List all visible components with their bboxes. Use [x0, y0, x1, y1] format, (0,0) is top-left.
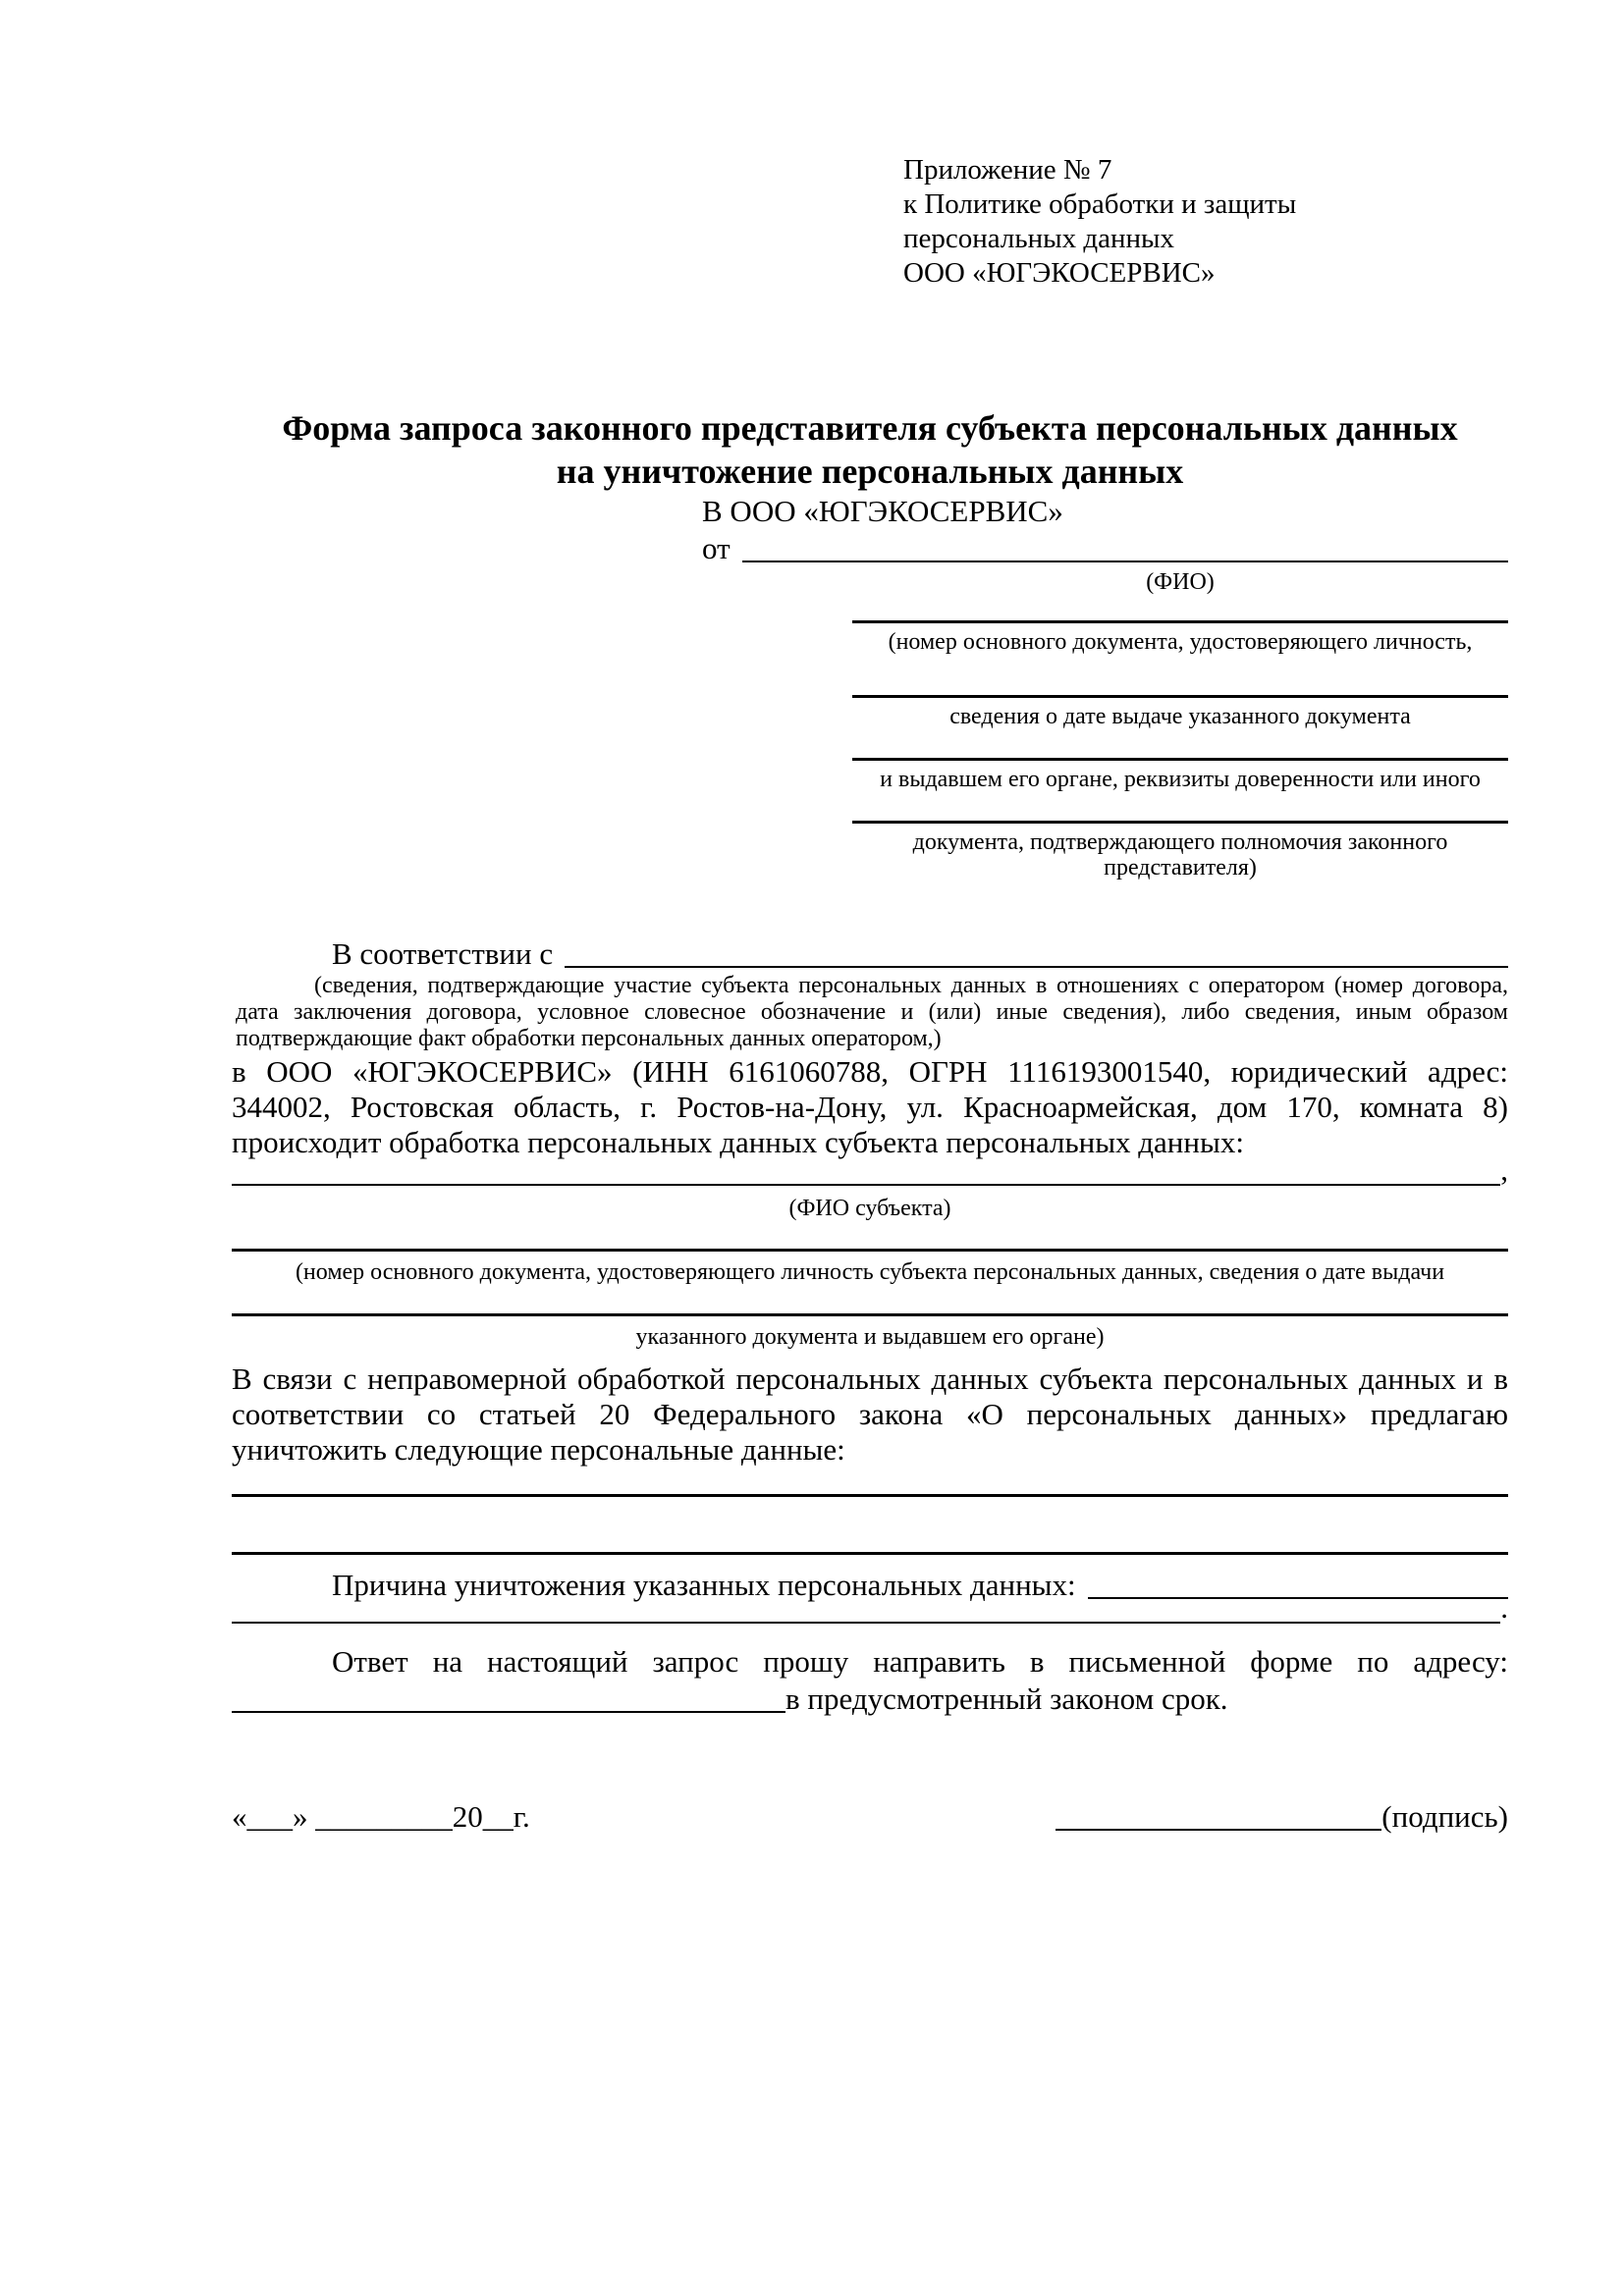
date-blank-line[interactable]: «___» _________20__г.	[232, 1799, 530, 1834]
answer-address-row	[232, 1681, 1508, 1718]
title-line-2: на уничтожение персональных данных	[556, 452, 1184, 491]
appendix-line: ООО «ЮГЭКОСЕРВИС»	[903, 257, 1216, 289]
reason-row	[232, 1567, 1508, 1604]
recipient-line: В ООО «ЮГЭКОСЕРВИС»	[702, 494, 1063, 528]
subject-name-row	[232, 1152, 1508, 1188]
subject-doc-caption: (номер основного документа, удостоверяющего личность субъекта персональных данных, сведения о дате выдачи	[295, 1259, 1445, 1285]
signature-caption: (подпись)	[1381, 1799, 1508, 1834]
representative-doc-field-line[interactable]	[852, 792, 1508, 824]
appendix-line: Приложение № 7	[903, 154, 1112, 186]
accordance-row	[232, 935, 1508, 973]
from-label: от	[702, 531, 731, 565]
from-row	[702, 530, 1508, 567]
appendix-line: к Политике обработки и защиты	[903, 188, 1297, 220]
accordance-field[interactable]	[565, 966, 1508, 968]
appendix-line: персональных данных	[903, 223, 1175, 254]
operator-paragraph: в ООО «ЮГЭКОСЕРВИС» (ИНН 6161060788, ОГРН 1116193001540, юридический адрес: 344002, Ростовская область, г. Ростов-на-Дону, ул. Красноармейская, дом 170, комната 8) происходит обработка персональных данных субъекта персональных данных:	[232, 1054, 1508, 1159]
fio-caption: (ФИО)	[1146, 569, 1215, 595]
reason-continuation-row	[232, 1590, 1508, 1626]
subject-name-field[interactable]	[232, 1184, 1500, 1186]
field-caption: документа, подтверждающего полномочия законного представителя)	[912, 829, 1448, 881]
subject-doc-caption: указанного документа и выдавшем его органе)	[635, 1324, 1105, 1350]
reason-continuation-field[interactable]	[232, 1622, 1500, 1624]
representative-doc-field-line[interactable]	[852, 595, 1508, 623]
destroy-paragraph: В связи с неправомерной обработкой персональных данных субъекта персональных данных и в соответствии со статьей 20 Федерального закона «О персональных данных» предлагаю уничтожить следующие персональные данные:	[232, 1362, 1508, 1467]
subject-doc-field-line[interactable]	[232, 1285, 1508, 1316]
reason-label: Причина уничтожения указанных персональных данных:	[332, 1568, 1076, 1602]
accordance-note: (сведения, подтверждающие участие субъекта персональных данных в отношениях с оператором (номер договора, дата заключения договора, условное словесное обозначение и (или) иные сведения), либо сведения, иным образом подтверждающие факт обработки персональных данных оператором,)	[236, 973, 1508, 1051]
page-title	[232, 406, 1508, 493]
representative-doc-field-line[interactable]	[852, 729, 1508, 761]
signature-field[interactable]	[1056, 1829, 1381, 1831]
personal-data-blank-line[interactable]	[232, 1468, 1508, 1497]
period-text: .	[1500, 1590, 1508, 1625]
accordance-label: В соответствии с	[332, 936, 554, 971]
field-caption: и выдавшем его органе, реквизиты доверенности или иного	[880, 767, 1481, 792]
representative-fields	[852, 569, 1508, 881]
representative-doc-field-line[interactable]	[852, 655, 1508, 698]
field-caption: (номер основного документа, удостоверяющего личность,	[888, 629, 1473, 655]
signature-group	[1056, 1798, 1508, 1836]
personal-data-blank-line[interactable]	[232, 1497, 1508, 1555]
answer-tail-text: в предусмотренный законом срок.	[785, 1682, 1228, 1716]
title-line-1: Форма запроса законного представителя субъекта персональных данных	[282, 408, 1458, 448]
footer-row	[232, 1798, 1508, 1836]
subject-fio-caption: (ФИО субъекта)	[788, 1196, 951, 1221]
field-caption: сведения о дате выдаче указанного документа	[949, 704, 1411, 729]
answer-paragraph: Ответ на настоящий запрос прошу направить в письменной форме по адресу:	[332, 1644, 1508, 1679]
appendix-header	[903, 0, 1508, 291]
subject-doc-field-line[interactable]	[232, 1221, 1508, 1252]
addressee-block	[702, 493, 1508, 567]
reason-field[interactable]	[1088, 1597, 1508, 1599]
representative-name-field[interactable]	[742, 561, 1508, 562]
address-field[interactable]	[232, 1711, 785, 1713]
comma-text: ,	[1500, 1152, 1508, 1187]
